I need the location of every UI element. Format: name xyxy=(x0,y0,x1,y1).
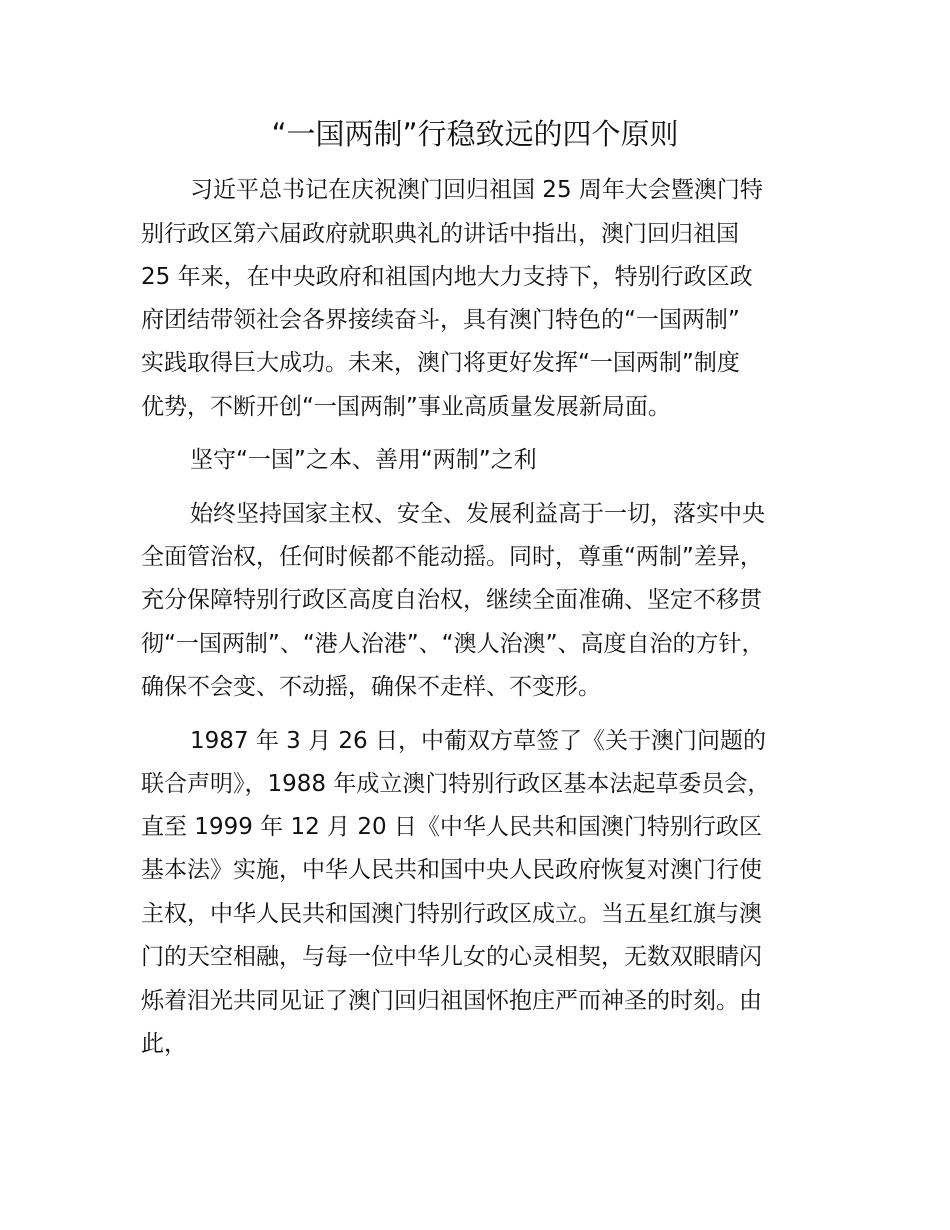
paragraph-3-line-5: 主权，中华人民共和国澳门特别行政区成立。当五星红旗与澳 xyxy=(141,901,762,927)
paragraph-2-line-3: 充分保障特别行政区高度自治权，继续全面准确、坚定不移贯 xyxy=(141,587,762,613)
paragraph-3-line-7: 烁着泪光共同见证了澳门回归祖国怀抱庄严而神圣的时刻。由 xyxy=(141,988,762,1014)
paragraph-3-line-8: 此， xyxy=(141,1031,187,1057)
paragraph-1-line-6: 优势，不断开创“一国两制”事业高质量发展新局面。 xyxy=(141,394,671,420)
paragraph-3-line-3: 直至 1999 年 12 月 20 日《中华人民共和国澳门特别行政区 xyxy=(141,814,762,840)
paragraph-2-line-5: 确保不会变、不动摇，确保不走样、不变形。 xyxy=(141,674,601,700)
paragraph-1-line-3: 25 年来，在中央政府和祖国内地大力支持下，特别行政区政 xyxy=(141,264,753,290)
paragraph-2-line-1: 始终坚持国家主权、安全、发展利益高于一切，落实中央 xyxy=(190,501,765,527)
document-title: “一国两制”行稳致远的四个原则 xyxy=(271,117,679,151)
paragraph-2-line-4: 彻“一国两制”、“港人治港”、“澳人治澳”、高度自治的方针， xyxy=(141,631,765,657)
paragraph-1-line-1: 习近平总书记在庆祝澳门回归祖国 25 周年大会暨澳门特 xyxy=(190,177,763,203)
paragraph-2-line-2: 全面管治权，任何时候都不能动摇。同时，尊重“两制”差异， xyxy=(141,544,763,570)
section-heading: 坚守“一国”之本、善用“两制”之利 xyxy=(190,447,537,473)
paragraph-3-line-1: 1987 年 3 月 26 日，中葡双方草签了《关于澳门问题的 xyxy=(190,728,766,754)
paragraph-3-line-4: 基本法》实施，中华人民共和国中央人民政府恢复对澳门行使 xyxy=(141,857,762,883)
paragraph-1-line-4: 府团结带领社会各界接续奋斗，具有澳门特色的“一国两制” xyxy=(141,307,740,333)
paragraph-1-line-2: 别行政区第六届政府就职典礼的讲话中指出，澳门回归祖国 xyxy=(141,221,739,247)
paragraph-1-line-5: 实践取得巨大成功。未来，澳门将更好发挥“一国两制”制度 xyxy=(141,350,740,376)
paragraph-3-line-2: 联合声明》，1988 年成立澳门特别行政区基本法起草委员会， xyxy=(141,771,771,797)
paragraph-3-line-6: 门的天空相融，与每一位中华儿女的心灵相契，无数双眼睛闪 xyxy=(141,944,762,970)
